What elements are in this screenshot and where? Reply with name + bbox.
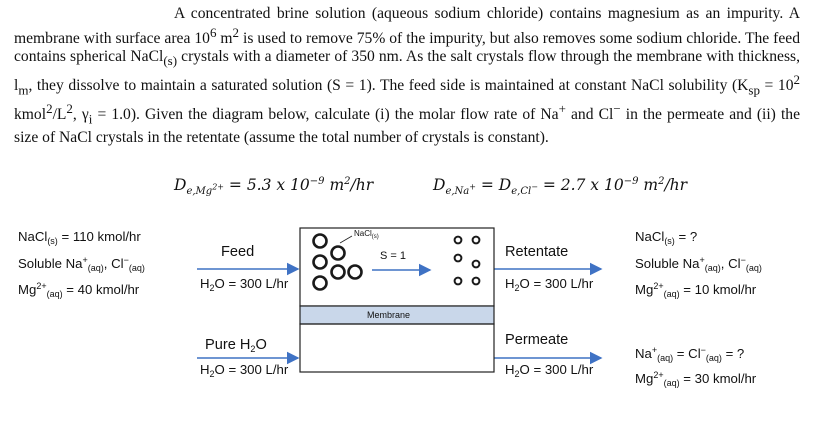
- feed-nacl-label: NaCl$_{(s)}$ = 110 kmol/hr: [18, 229, 141, 246]
- feed-title: Feed: [221, 244, 255, 260]
- dissolved-crystals: [455, 237, 480, 285]
- crystal-small-2: [473, 237, 480, 244]
- retentate-water-label: $H_2O = 300$ L/hr: [505, 276, 594, 293]
- crystal-large-2: [314, 256, 327, 269]
- crystal-small-6: [473, 278, 480, 285]
- crystal-label-leader: [340, 236, 352, 243]
- permeate-mg-label: $Mg^{2+}_{(aq)} = 30$ kmol/hr: [635, 370, 757, 388]
- feed-water-label: $H_2O = 300$ L/hr: [200, 276, 289, 293]
- crystal-small-3: [455, 255, 462, 262]
- saturation-label: S = 1: [380, 250, 406, 262]
- sweep-title: Pure $H_2O$: [205, 337, 267, 354]
- crystal-large-4: [332, 247, 345, 260]
- permeate-channel: [300, 324, 494, 372]
- feed-channel: [300, 228, 494, 306]
- permeate-water-label: $H_2O = 300$ L/hr: [505, 362, 594, 379]
- crystal-small-1: [455, 237, 462, 244]
- retentate-soluble-label: Soluble $Na^+_{(aq)}$, $Cl^-_{(aq)}$: [635, 255, 762, 273]
- crystal-large-5: [332, 266, 345, 279]
- retentate-nacl-label: NaCl$_{(s)}$ = ?: [635, 229, 698, 246]
- crystal-label: NaCl$_{(s)}$: [354, 229, 379, 240]
- crystal-small-5: [455, 278, 462, 285]
- permeate-title: Permeate: [505, 332, 569, 348]
- problem-paragraph: A concentrated brine solution (aqueous sodium chloride) contains magnesium as an impurity. A membrane with surface area $10^6$ $m^2$ is used to remove 75% of the impurity, but also removes some sodium chloride. The feed contains spherical NaCl$_{(s)}$ crystals with a diameter of 350 nm. As the salt crystals flow through the membrane with thickness, $l_m$, they dissolve to maintain a saturated solution (S = 1). The feed side is maintained at constant NaCl solubility ($K_{sp} = 10^2$ $kmol^2/L^2$, $\gamma_i = 1.0$). Given the diagram below, calculate (i) the molar flow rate of Na+ and Cl− in the permeate and (ii) the size of NaCl crystals in the retentate (assume the total number of crystals is constant).: [14, 5, 801, 146]
- sweep-water-label: $H_2O = 300$ L/hr: [200, 362, 289, 379]
- crystal-large-1: [314, 235, 327, 248]
- equation-mg-diffusivity: $D_{e,Mg^{2+}} = 5.3$ x $10^{-9}$ $m^2/hr$: [174, 176, 374, 198]
- membrane-label: Membrane: [367, 310, 411, 320]
- crystal-large-3: [314, 277, 327, 290]
- equation-na-cl-diffusivity: $D_{e,Na^+} = D_{e,Cl^-} = 2.7$ x $10^{-9}$ $m^2/hr$: [433, 176, 688, 198]
- retentate-mg-label: $Mg^{2+}_{(aq)} = 10$ kmol/hr: [635, 281, 757, 299]
- feed-soluble-label: Soluble $Na^+_{(aq)}$, $Cl^-_{(aq)}$: [18, 255, 145, 273]
- retentate-title: Retentate: [505, 244, 569, 260]
- crystal-large-6: [349, 266, 362, 279]
- crystal-small-4: [473, 261, 480, 268]
- feed-mg-label: $Mg^{2+}_{(aq)} = 40$ kmol/hr: [18, 281, 140, 299]
- nacl-crystals: [314, 235, 362, 290]
- permeate-ions-label: $Na^+_{(aq)} = Cl^-_{(aq)}$ = ?: [635, 345, 745, 363]
